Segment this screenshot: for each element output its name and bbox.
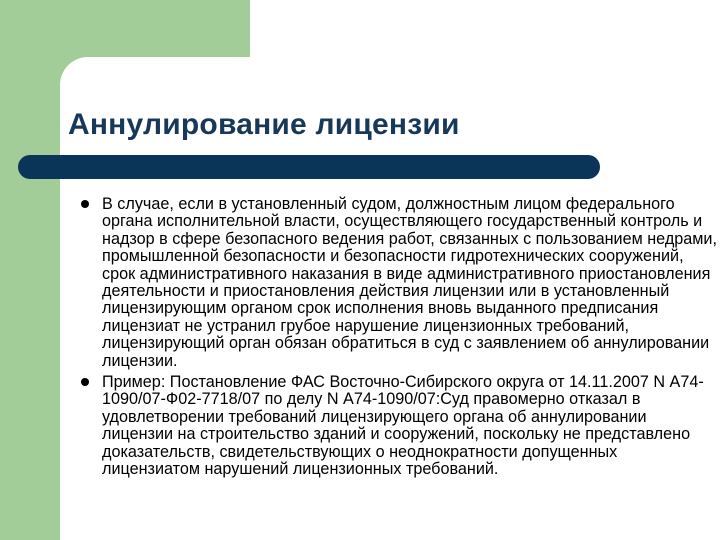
bullet-text: Пример: Постановление ФАС Восточно-Сибирского округа от 14.11.2007 N А74-1090/07-Ф02-7718/07 по делу N А74-1090/07:Суд правомерно отказал в удовлетворении требований лицензирующего органа об аннулировании лицензии на строительство зданий и сооружений, поскольку не представлено доказательств, свидетельствующих о неоднократности допущенных лицензиатом нарушений лицензионных требований.	[102, 373, 704, 479]
bullet-text: В случае, если в установленный судом, должностным лицом федерального органа исполнительной власти, осуществляющего государственный контроль и надзор в сфере безопасного ведения работ, связанных с пользованием недрами, промышленной безопасности и безопасности гидротехнических сооружений, срок административного наказания в виде административного приостановления деятельности и приостановления действия лицензии или в установленный лицензирующим органом срок исполнения вновь выданного предписания лицензиат не устранил грубое нарушение лицензионных требований, лицензирующий орган обязан обратиться в суд с заявлением об аннулировании лицензии.	[102, 195, 717, 370]
bullet-dot-icon	[81, 378, 89, 386]
title-underline-bar	[18, 155, 600, 179]
slide-title: Аннулирование лицензии	[68, 108, 460, 141]
list-item	[78, 196, 718, 370]
bullet-list	[78, 196, 718, 483]
list-item	[78, 374, 718, 478]
bullet-dot-icon	[81, 200, 89, 208]
